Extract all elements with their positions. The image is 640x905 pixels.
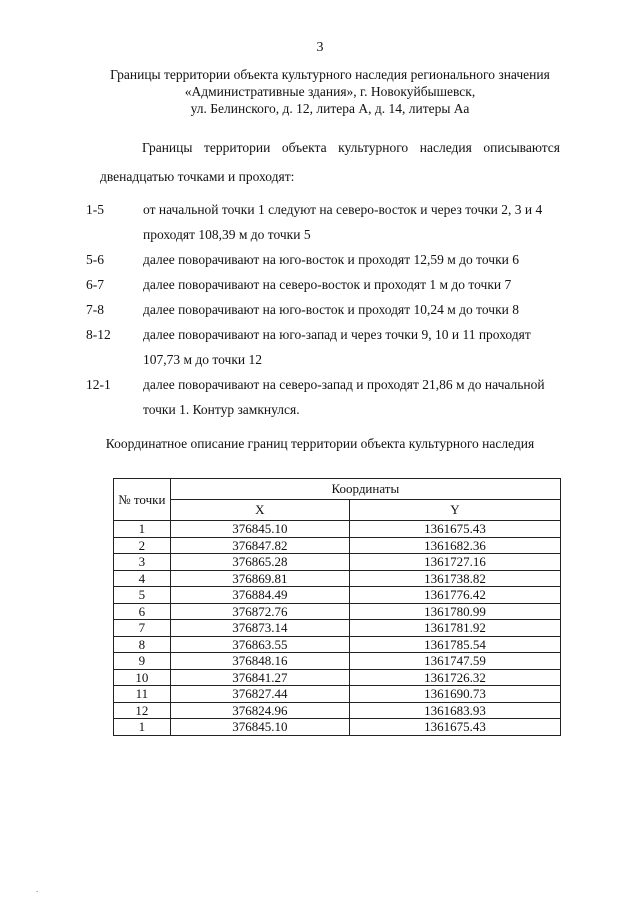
route-line: далее поворачивают на юго-запад и через точки 9, 10 и 11 проходят <box>143 327 531 342</box>
route-description <box>143 197 556 247</box>
table-caption: Координатное описание границ территории объекта культурного наследия <box>105 436 535 451</box>
point-number: 8 <box>114 636 171 653</box>
route-item <box>86 272 556 297</box>
route-item <box>86 197 556 247</box>
x-value: 376848.16 <box>170 653 349 670</box>
route-segment: 5-6 <box>86 252 104 267</box>
route-line: 107,73 м до точки 12 <box>143 352 262 367</box>
route-line: от начальной точки 1 следуют на северо-восток и через точки 2, 3 и 4 <box>143 202 543 217</box>
y-value: 1361747.59 <box>350 653 561 670</box>
route-segment: 1-5 <box>86 202 104 217</box>
route-description <box>143 272 556 297</box>
x-value: 376824.96 <box>170 702 349 719</box>
table-row <box>114 603 561 620</box>
point-number: 12 <box>114 702 171 719</box>
y-value: 1361675.43 <box>350 719 561 736</box>
y-value: 1361683.93 <box>350 702 561 719</box>
route-description <box>143 297 556 322</box>
point-number: 10 <box>114 669 171 686</box>
point-number: 2 <box>114 537 171 554</box>
point-number: 1 <box>114 719 171 736</box>
route-item <box>86 247 556 272</box>
route-item <box>86 322 556 372</box>
route-line: далее поворачивают на северо-восток и проходят 1 м до точки 7 <box>143 277 512 292</box>
table-row <box>114 537 561 554</box>
header-coordinates: Координаты <box>170 479 560 500</box>
table-row <box>114 521 561 538</box>
y-value: 1361690.73 <box>350 686 561 703</box>
intro-line: двенадцатью точками и проходят: <box>100 169 295 184</box>
point-number: 3 <box>114 554 171 571</box>
page-number: 3 <box>316 40 324 55</box>
x-value: 376869.81 <box>170 570 349 587</box>
footer-mark: . <box>36 884 39 894</box>
x-value: 376847.82 <box>170 537 349 554</box>
y-value: 1361776.42 <box>350 587 561 604</box>
document-title <box>60 66 600 117</box>
table-row <box>114 587 561 604</box>
intro-paragraph <box>100 133 560 191</box>
route-line: далее поворачивают на юго-восток и проходят 12,59 м до точки 6 <box>143 252 519 267</box>
x-value: 376884.49 <box>170 587 349 604</box>
header-y: Y <box>350 500 561 521</box>
coordinates-table <box>113 478 561 736</box>
route-list <box>86 197 556 422</box>
point-number: 9 <box>114 653 171 670</box>
y-value: 1361738.82 <box>350 570 561 587</box>
table-row <box>114 669 561 686</box>
x-value: 376865.28 <box>170 554 349 571</box>
table-row <box>114 686 561 703</box>
y-value: 1361781.92 <box>350 620 561 637</box>
table-row <box>114 554 561 571</box>
y-value: 1361780.99 <box>350 603 561 620</box>
route-line: проходят 108,39 м до точки 5 <box>143 227 311 242</box>
route-description <box>143 372 556 422</box>
point-number: 4 <box>114 570 171 587</box>
point-number: 5 <box>114 587 171 604</box>
table-row <box>114 570 561 587</box>
route-description <box>143 322 556 372</box>
header-point-number: № точки <box>114 479 171 521</box>
point-number: 7 <box>114 620 171 637</box>
route-item <box>86 297 556 322</box>
title-line: ул. Белинского, д. 12, литера А, д. 14, литеры Аа <box>190 101 470 116</box>
y-value: 1361785.54 <box>350 636 561 653</box>
x-value: 376841.27 <box>170 669 349 686</box>
y-value: 1361682.36 <box>350 537 561 554</box>
intro-line: Границы территории объекта культурного наследия описываются <box>142 140 560 155</box>
y-value: 1361727.16 <box>350 554 561 571</box>
table-row <box>114 620 561 637</box>
table-row <box>114 653 561 670</box>
x-value: 376873.14 <box>170 620 349 637</box>
title-line: Границы территории объекта культурного наследия регионального значения <box>110 67 550 82</box>
route-item <box>86 372 556 422</box>
route-segment: 7-8 <box>86 302 104 317</box>
x-value: 376845.10 <box>170 521 349 538</box>
route-segment: 6-7 <box>86 277 104 292</box>
point-number: 6 <box>114 603 171 620</box>
route-line: далее поворачивают на юго-восток и проходят 10,24 м до точки 8 <box>143 302 519 317</box>
y-value: 1361675.43 <box>350 521 561 538</box>
x-value: 376845.10 <box>170 719 349 736</box>
x-value: 376872.76 <box>170 603 349 620</box>
table-row <box>114 702 561 719</box>
route-segment: 8-12 <box>86 327 111 342</box>
point-number: 11 <box>114 686 171 703</box>
y-value: 1361726.32 <box>350 669 561 686</box>
x-value: 376863.55 <box>170 636 349 653</box>
header-x: X <box>170 500 349 521</box>
route-line: далее поворачивают на северо-запад и проходят 21,86 м до начальной <box>143 377 545 392</box>
table-row <box>114 719 561 736</box>
route-segment: 12-1 <box>86 377 111 392</box>
table-row <box>114 636 561 653</box>
route-description <box>143 247 556 272</box>
point-number: 1 <box>114 521 171 538</box>
title-line: «Административные здания», г. Новокуйбышевск, <box>184 84 476 99</box>
route-line: точки 1. Контур замкнулся. <box>143 402 300 417</box>
x-value: 376827.44 <box>170 686 349 703</box>
